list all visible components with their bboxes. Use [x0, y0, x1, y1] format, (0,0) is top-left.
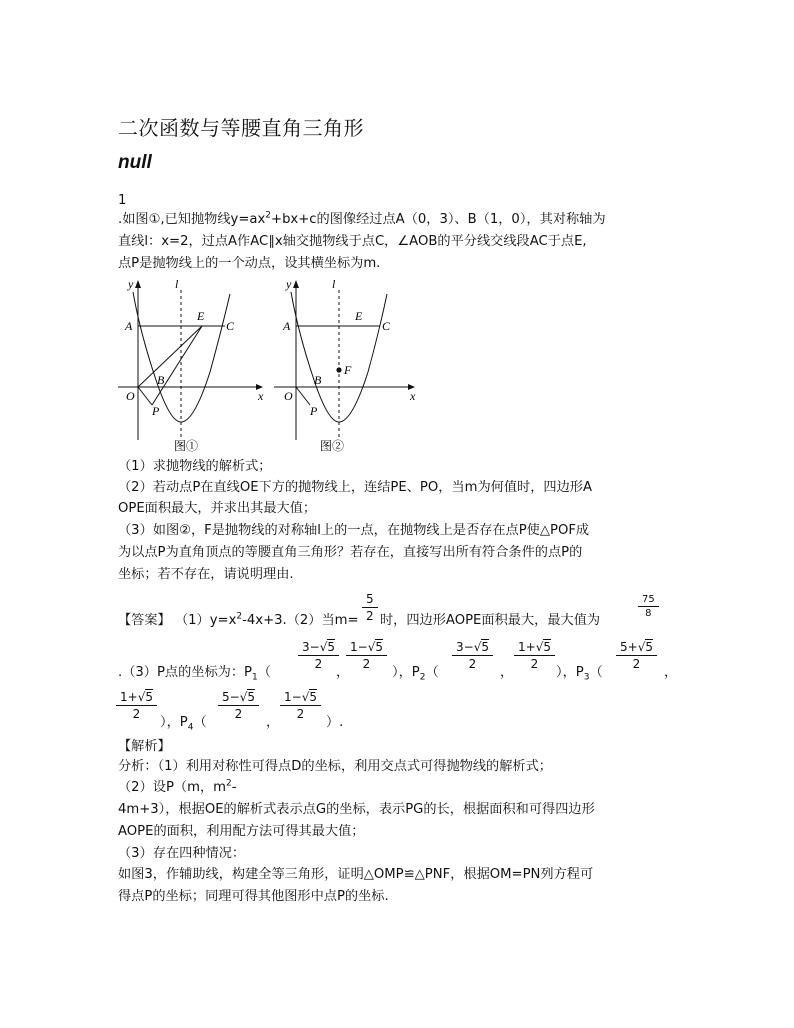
- point-label-c: C: [382, 319, 391, 333]
- fraction-numerator: 3−: [302, 640, 320, 654]
- fraction-max: [640, 594, 657, 619]
- answer-label: 【答案】: [118, 613, 171, 628]
- analysis-line-4: AOPE的面积，利用配方法可得其最大值；: [118, 824, 365, 839]
- fraction-denominator: 2: [116, 705, 157, 721]
- fraction-numerator: 75: [642, 594, 655, 605]
- exponent: 2: [225, 778, 232, 789]
- subscript: 2: [419, 672, 426, 683]
- question-1: （1）求抛物线的解析式；: [118, 459, 272, 474]
- axis-label-y: y: [128, 277, 134, 291]
- fraction-denominator: 8: [638, 606, 659, 619]
- axis-label-x: x: [410, 389, 416, 403]
- question-2-line-1: （2）若动点P在直线OE下方的抛物线上，连结PE、PO，当m为何值时，四边形A: [118, 480, 592, 495]
- point-label-p: P: [152, 404, 160, 418]
- analysis-line-2: [118, 779, 236, 797]
- fraction-numerator: 1−: [350, 640, 368, 654]
- analysis-text: （2）设P（m，m: [118, 780, 226, 795]
- point-label-a: A: [283, 319, 291, 333]
- analysis-text: -: [231, 780, 237, 795]
- problem-text: .如图: [118, 212, 149, 227]
- radicand: 5: [645, 640, 653, 654]
- point-label-b: B: [157, 373, 165, 387]
- problem-line-3: 点P是抛物线上的一个动点，设其横坐标为m.: [118, 256, 381, 271]
- fraction-denominator: 2: [514, 655, 555, 671]
- point-label-b: B: [314, 373, 322, 387]
- problem-text: ,已知抛物线y=ax: [160, 212, 266, 227]
- point-label-e: E: [197, 309, 205, 323]
- question-number: 1: [118, 193, 127, 208]
- figure-1: [118, 272, 268, 457]
- fraction-m: [364, 592, 376, 623]
- point-label: P: [411, 665, 420, 680]
- question-3-line-2: 为以点P为直角顶点的等腰直角三角形？若存在，直接写出所有符合条件的点P的: [118, 545, 583, 560]
- question-3-line-3: 坐标；若不存在，请说明理由.: [118, 567, 294, 582]
- figure-2: [274, 272, 424, 457]
- fraction-p2-y: $\frac{1+√5}{2}$: [516, 640, 553, 671]
- circled-number: ①: [148, 212, 161, 227]
- figure-2-caption: 图②: [320, 439, 345, 453]
- fraction-numerator: 3−: [456, 640, 474, 654]
- answer-text: （1）y=x: [174, 613, 237, 628]
- radicand: 5: [481, 640, 489, 654]
- problem-line-2: 直线l：x=2，过点A作AC∥x轴交抛物线于点C，∠AOB的平分线交线段AC于点E,: [118, 234, 587, 249]
- analysis-line-7: 得点P的坐标；同理可得其他图形中点P的坐标.: [118, 889, 389, 904]
- fraction-denominator: 2: [346, 655, 387, 671]
- analysis-line-5: （3）存在四种情况：: [118, 846, 246, 861]
- point-label-o: O: [126, 389, 135, 403]
- fraction-p4-y: $\frac{1-√5}{2}$: [282, 690, 319, 721]
- answer-text: 时，四边形AOPE面积最大，最大值为: [380, 613, 601, 628]
- exponent: 2: [265, 210, 272, 221]
- fraction-denominator: 2: [362, 607, 378, 623]
- fraction-p1-y: $\frac{1-√5}{2}$: [348, 640, 385, 671]
- analysis-label: 【解析】: [118, 739, 171, 754]
- radicand: 5: [375, 640, 383, 654]
- answer-line-1: [118, 612, 359, 630]
- fraction-denominator: 2: [452, 655, 493, 671]
- axis-label-l: l: [175, 277, 179, 291]
- radicand: 5: [247, 690, 255, 704]
- point-f-dot: [336, 367, 341, 372]
- radicand: 5: [327, 640, 335, 654]
- subscript: 3: [583, 672, 590, 683]
- point-label-f: F: [344, 363, 352, 377]
- radicand: 5: [543, 640, 551, 654]
- problem-text: +bx+c的图像经过点A（0，3）、B（1，0），其对称轴为: [271, 212, 606, 227]
- fraction-p3-y: $\frac{1+√5}{2}$: [118, 690, 155, 721]
- fraction-denominator: 2: [616, 655, 657, 671]
- subtitle: null: [118, 152, 152, 173]
- answer-line-2: .（3）P点的坐标为：$P_1$（: [118, 665, 271, 683]
- subscript: 1: [252, 672, 258, 683]
- axis-label-y: y: [286, 277, 292, 291]
- fraction-p2-x: $\frac{3-√5}{2}$: [454, 640, 491, 671]
- subscript: 4: [187, 722, 194, 733]
- answer-text: .（3）P点的坐标为：P: [118, 665, 252, 680]
- point-label-e: E: [355, 309, 363, 323]
- analysis-line-6: 如图3，作辅助线，构建全等三角形，证明△OMP≌△PNF，根据OM=PN列方程可: [118, 867, 594, 882]
- fraction-denominator: 2: [298, 655, 339, 671]
- fraction-numerator: 5+: [620, 640, 638, 654]
- figure-1-caption: 图①: [174, 439, 199, 453]
- point-label-o: O: [284, 389, 293, 403]
- point-label-p: P: [310, 404, 318, 418]
- fraction-numerator: 1−: [284, 690, 302, 704]
- problem-line-1: [118, 211, 606, 229]
- fraction-numerator: 1+: [120, 690, 138, 704]
- fraction-denominator: 2: [280, 705, 321, 721]
- point-label: P: [179, 715, 188, 730]
- point-label-c: C: [226, 319, 235, 333]
- answer-text: -4x+3.（2）当m=: [242, 613, 359, 628]
- point-label: P: [575, 665, 584, 680]
- radicand: 5: [309, 690, 317, 704]
- fraction-p3-x: $\frac{5+√5}{2}$: [618, 640, 655, 671]
- fraction-numerator: 5: [366, 592, 374, 606]
- exponent: 2: [236, 611, 243, 622]
- question-2-line-2: OPE面积最大，并求出其最大值；: [118, 501, 317, 516]
- fraction-numerator: 1+: [518, 640, 536, 654]
- fraction-denominator: 2: [218, 705, 259, 721]
- page-title: 二次函数与等腰直角三角形: [118, 116, 364, 140]
- fraction-numerator: 5−: [222, 690, 240, 704]
- fraction-p4-x: $\frac{5-√5}{2}$: [220, 690, 257, 721]
- radicand: 5: [145, 690, 153, 704]
- question-3-line-1: （3）如图②，F是抛物线的对称轴l上的一点，在抛物线上是否存在点P使△POF成: [118, 523, 590, 538]
- axis-label-x: x: [258, 389, 264, 403]
- axis-label-l: l: [332, 277, 336, 291]
- analysis-line-1: 分析：（1）利用对称性可得点D的坐标，利用交点式可得抛物线的解析式；: [118, 759, 552, 774]
- fraction-p1-x: $\frac{3-√5}{2}$: [300, 640, 337, 671]
- analysis-line-3: 4m+3），根据OE的解析式表示点G的坐标，表示PG的长，根据面积和可得四边形: [118, 802, 595, 817]
- point-label-a: A: [125, 319, 133, 333]
